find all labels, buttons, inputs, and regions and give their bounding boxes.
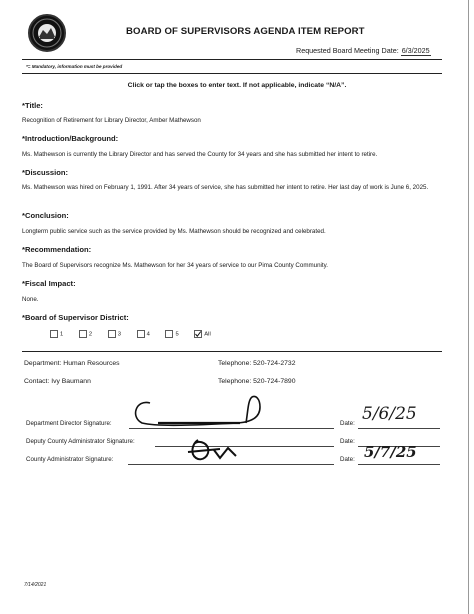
deputy-date-label: Date: [340,438,355,445]
form-revision-date: 7/14/2021 [24,582,47,588]
admin-signature-icon [184,432,254,468]
county-seal-icon [28,14,66,52]
requested-date-row [296,46,431,56]
requested-date-label: Requested Board Meeting Date: [296,46,399,55]
discussion-label: *Discussion: [22,168,68,177]
contact-field: Contact: Ivy Baumann [24,378,91,385]
recommendation-field[interactable]: The Board of Supervisors recognize Ms. Mathewson for her 34 years of service to our Pima County Community. [22,262,328,269]
district-option-2[interactable]: 2 [79,330,92,338]
district-option-all[interactable]: All [194,330,210,338]
report-title: BOARD OF SUPERVISORS AGENDA ITEM REPORT [126,26,365,37]
department-field: Department: Human Resources [24,360,120,367]
page-edge [468,0,469,614]
checkbox-icon[interactable] [79,330,87,338]
district-option-1[interactable]: 1 [50,330,63,338]
checkbox-icon[interactable] [108,330,116,338]
director-signature-label: Department Director Signature: [26,420,112,427]
introduction-label: *Introduction/Background: [22,134,119,143]
telephone-field-2: Telephone: 520-724-7890 [218,378,296,385]
fiscal-impact-label: *Fiscal Impact: [22,279,76,288]
director-signature-icon [128,393,268,431]
district-option-5[interactable]: 5 [165,330,178,338]
header-divider [22,59,442,60]
checkbox-icon[interactable] [50,330,58,338]
checkmark-icon[interactable] [194,330,202,338]
introduction-field[interactable]: Ms. Mathewson is currently the Library Director and has served the County for 34 years and she has submitted her intent to retire. [22,151,378,158]
director-date-label: Date: [340,420,355,427]
admin-date-label: Date: [340,456,355,463]
checkbox-icon[interactable] [137,330,145,338]
district-option-4[interactable]: 4 [137,330,150,338]
fiscal-impact-field[interactable]: None. [22,296,39,303]
mandatory-note: *= Mandatory, information must be provided [26,64,123,69]
instruction-divider [22,73,442,74]
district-label: *Board of Supervisor District: [22,313,129,322]
title-field[interactable]: Recognition of Retirement for Library Director, Amber Mathewson [22,117,201,124]
instruction-text: Click or tap the boxes to enter text. If not applicable, indicate “N/A”. [127,82,347,89]
recommendation-label: *Recommendation: [22,245,92,254]
conclusion-label: *Conclusion: [22,211,69,220]
admin-date-value: 5/7/25 [364,443,417,461]
director-date-line[interactable] [358,428,440,429]
district-checkboxes [50,330,225,338]
district-option-3[interactable]: 3 [108,330,121,338]
telephone-field-1: Telephone: 520-724-2732 [218,360,296,367]
admin-signature-label: County Administrator Signature: [26,456,114,463]
title-label: *Title: [22,101,43,110]
deputy-signature-label: Deputy County Administrator Signature: [26,438,135,445]
discussion-field[interactable]: Ms. Mathewson was hired on February 1, 1991. After 34 years of service, she has submitted her intent to retire. Her last day of work is June 6, 2025. [22,184,429,191]
admin-date-line[interactable] [358,464,440,465]
requested-date-field[interactable]: 6/3/2025 [401,46,430,55]
conclusion-field[interactable]: Longterm public service such as the service provided by Ms. Mathewson should be recognized and celebrated. [22,228,326,235]
contact-divider [22,351,442,352]
director-date-value: 5/6/25 [362,404,417,424]
checkbox-icon[interactable] [165,330,173,338]
